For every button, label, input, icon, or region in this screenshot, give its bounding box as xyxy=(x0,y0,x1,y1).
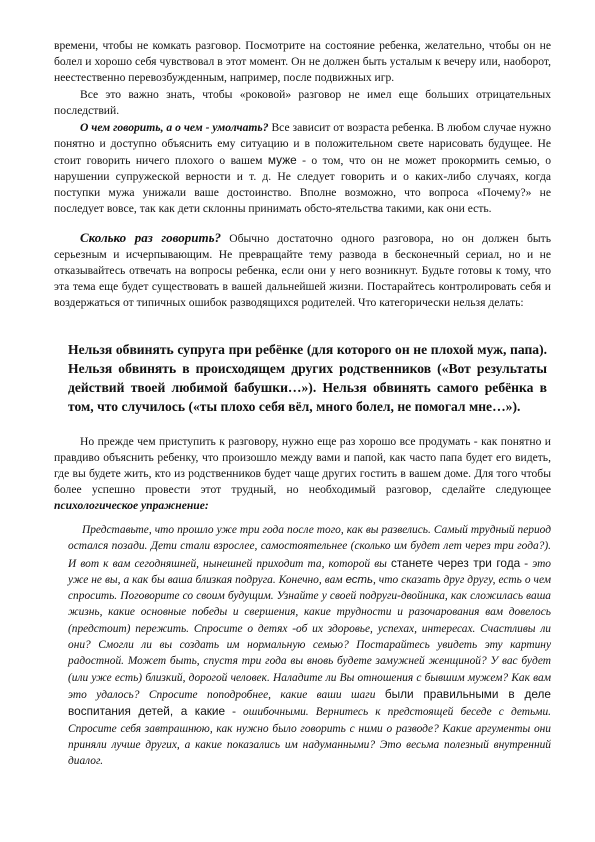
paragraph-what-to-say xyxy=(54,120,551,218)
paragraph-how-many-times xyxy=(54,230,551,311)
exercise-s6: были правильными в деле воспитания детей, а какие xyxy=(68,686,551,719)
exercise-label: психологическое упражнение: xyxy=(54,499,209,513)
paragraph-preparation xyxy=(54,434,551,514)
warning-block: Нельзя обвинять супруга при ребёнке (для которого он не плохой муж, папа). Нельзя обвинять в происходящем других родственников («Вот результаты действий твоей любимой бабушки…»). Нельзя обвинять самого ребёнка в том, что случилось («ты плохо себя вёл, много болел, не помогал мне…»). xyxy=(68,342,547,414)
exercise-s7: - ошибочными. Вернитесь к предстоящей беседе с детьми. Спросите себя завтрашнюю, как нужно было говорить с ними о разводе? Какие аргументы они приняли лучше других, а какие показались им надуманными? Это весьма полезный внутренний диалог. xyxy=(68,706,551,768)
exercise-text xyxy=(68,522,551,769)
paragraph-consequences: Все это важно знать, чтобы «роковой» разговор не имел еще больших отрицательных последствий. xyxy=(54,88,551,118)
exercise-s2: станете через три года xyxy=(391,555,521,570)
heading-what-to-say: О чем говорить, а о чем - умолчать? xyxy=(80,121,269,134)
exercise-s3: - это уже не вы, а как бы ваша близкая подруга. Конечно, вам xyxy=(68,557,551,586)
what-to-say-text-1: Все зависит от возраста ребенка. В любом случае нужно понятно и доступно объяснить ему ситуацию и в положительном свете нарисовать будущее. Не стоит говорить ничего плохого о вашем xyxy=(54,121,551,168)
what-to-say-text-2: - о том, что он не может прокормить семью, о нарушении супружеской верности и т. д. Не следует говорить и о каких-либо случаях, когда поступки мужа унижали ваше достоинство. Вполне возможно, что вопроса «Почему?» не последует вовсе, так как дети склонны принимать обсто-ятельства такими, как они есть. xyxy=(54,154,551,216)
exercise-s4: есть xyxy=(345,573,373,586)
what-to-say-word: муже xyxy=(267,153,297,168)
preparation-text: Но прежде чем приступить к разговору, нужно еще раз хорошо все продумать - как понятно и правдиво объяснить ребенку, что произошло между вами и папой, как часто папа будет его видеть, где вы будете жить, кто из родственников будет чаще других гостить в вашем доме. Для того чтобы более успешно провести этот трудный, но необходимый разговор, сделайте следующее xyxy=(54,435,551,497)
paragraph-intro: времени, чтобы не комкать разговор. Посмотрите на состояние ребенка, желательно, чтобы он не болел и хорошо себя чувствовал в этот момент. Он не должен быть усталым к вечеру или, наоборот, неестественно перевозбужденным, например, после подвижных игр. xyxy=(54,39,551,85)
exercise-s5: , что сказать друг другу, есть о чем спросить. Поговорите со своим будущим. Узнайте у своей подруги-двойника, как сложилась ваша жизнь, какие основные победы и свершения, какие трудности и разочарования вам довелось (предстоит) пережить. Спросите о детях -об их здоровье, успехах, интересах. Счастливы ли они? Смогли ли вы создать им нормальную семью? Постарайтесь увидеть эту картину радостной. Может быть, спустя три года вы вновь будете замужней женщиной? У вас будет (или уже есть) близкий, дорогой человек. Наладите ли Вы отношения с бывшим мужем? Как вам это удалось? Спросите поподробнее, какие ваши шаги xyxy=(68,573,551,701)
how-many-times-text: Обычно достаточно одного разговора, но он должен быть серьезным и исчерпывающим. Не превращайте тему развода в бесконечный сериал, но и не отказывайтесь отвечать на вопросы ребенка, если они у него возникнут. Будьте готовы к тому, что эта тема еще будет существовать в вашей дальнейшей жизни. Постарайтесь контролировать себя и воздержаться от типичных ошибок разводящихся родителей. Что категорически нельзя делать: xyxy=(54,232,551,310)
exercise-s1: Представьте, что прошло уже три года после того, как вы развелись. Самый трудный период остался позади. Дети стали взрослее, самостоятельнее (сколько им будет лет через три года?). И вот к вам сегодняшней, нынешней приходит та, которой вы xyxy=(68,524,551,570)
heading-how-many-times: Сколько раз говорить? xyxy=(80,230,222,245)
